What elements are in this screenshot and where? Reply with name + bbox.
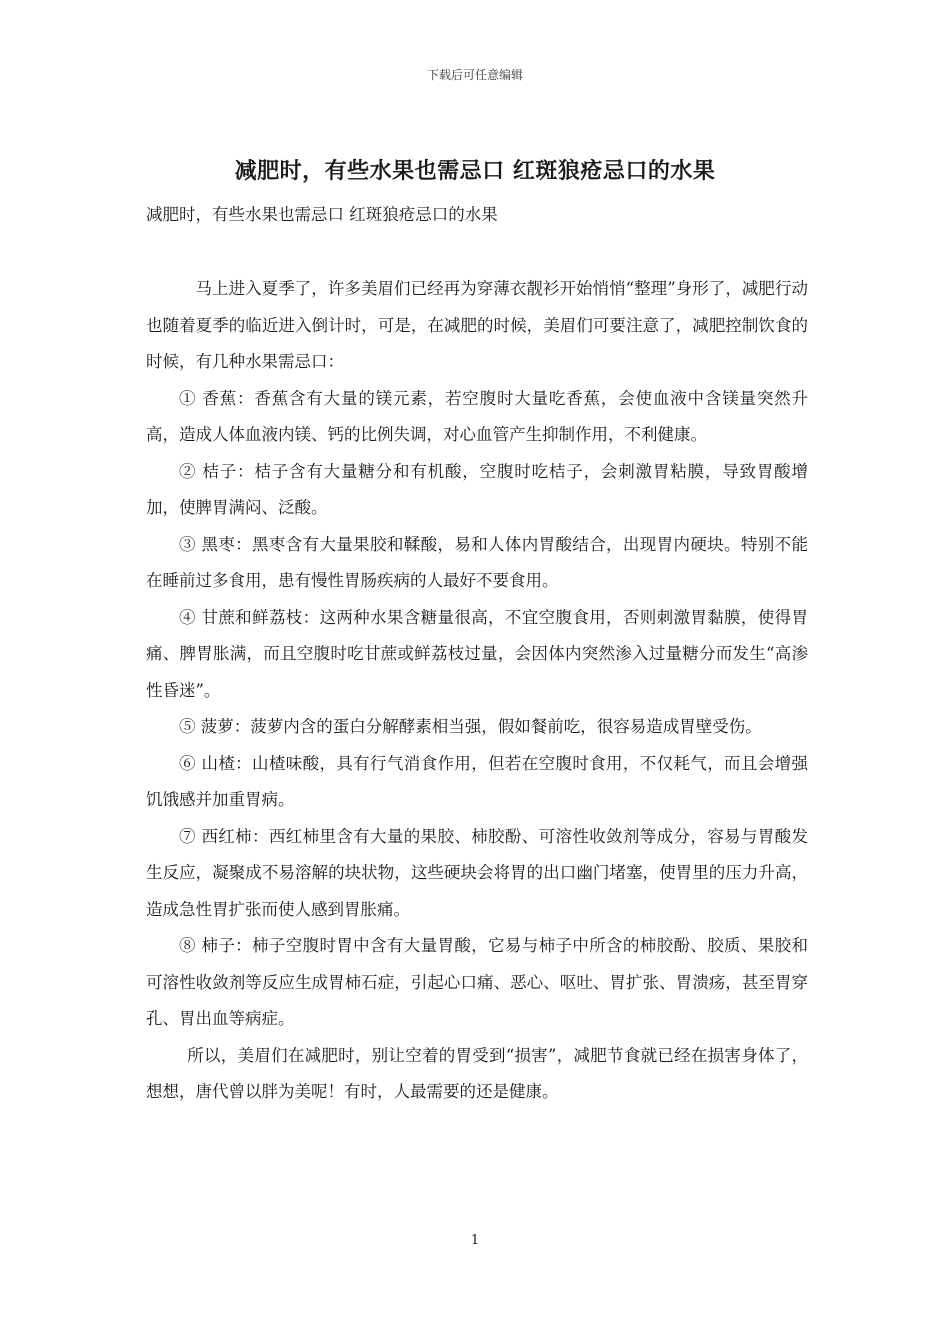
- list-item: ⑦ 西红柿：西红柿里含有大量的果胶、柿胶酚、可溶性收敛剂等成分，容易与胃酸发生反应，凝聚成不易溶解的块状物，这些硬块会将胃的出口幽门堵塞，使胃里的压力升高，造成急性胃扩张而使人感到胃胀痛。: [146, 826, 808, 919]
- header-note: 下载后可任意编辑: [426, 68, 523, 82]
- page-subtitle: 减肥时，有些水果也需忌口 红斑狼疮忌口的水果: [146, 205, 498, 224]
- closing-paragraph: 所以，美眉们在减肥时，别让空着的胃受到“损害”，减肥节食就已经在损害身体了，想想，唐代曾以胖为美呢！有时，人最需要的还是健康。: [146, 1045, 808, 1101]
- list-item: ⑧ 柿子：柿子空腹时胃中含有大量胃酸，它易与柿子中所含的柿胶酚、胶质、果胶和可溶性收敛剂等反应生成胃柿石症，引起心口痛、恶心、呕吐、胃扩张、胃溃疡，甚至胃穿孔、胃出血等病症。: [146, 936, 808, 1028]
- list-item: ④ 甘蔗和鲜荔枝：这两种水果含糖量很高，不宜空腹食用，否则刺激胃黏膜，使得胃痛、脾胃胀满，而且空腹时吃甘蔗或鲜荔枝过量，会因体内突然渗入过量糖分而发生“高渗性昏迷”。: [146, 607, 808, 700]
- article-body: [146, 271, 808, 1111]
- list-item: ① 香蕉：香蕉含有大量的镁元素，若空腹时大量吃香蕉，会使血液中含镁量突然升高，造成人体血液内镁、钙的比例失调，对心血管产生抑制作用，不利健康。: [146, 388, 808, 444]
- page-title: 减肥时，有些水果也需忌口 红斑狼疮忌口的水果: [234, 158, 716, 184]
- page-number: 1: [470, 1233, 480, 1248]
- intro-paragraph: 马上进入夏季了，许多美眉们已经再为穿薄衣靓衫开始悄悄“整理”身形了，减肥行动也随着夏季的临近进入倒计时，可是，在减肥的时候，美眉们可要注意了，减肥控制饮食的时候，有几种水果需忌口：: [146, 279, 808, 371]
- list-item: ⑤ 菠萝：菠萝内含的蛋白分解酵素相当强，假如餐前吃，很容易造成胃壁受伤。: [179, 717, 762, 736]
- list-item: ② 桔子：桔子含有大量糖分和有机酸，空腹时吃桔子，会刺激胃粘膜，导致胃酸增加，使脾胃满闷、泛酸。: [146, 461, 808, 517]
- list-item: ③ 黑枣：黑枣含有大量果胶和鞣酸，易和人体内胃酸结合，出现胃内硬块。特别不能在睡前过多食用，患有慢性胃肠疾病的人最好不要食用。: [146, 534, 808, 590]
- list-item: ⑥ 山楂：山楂味酸，具有行气消食作用，但若在空腹时食用，不仅耗气，而且会增强饥饿感并加重胃病。: [146, 753, 808, 809]
